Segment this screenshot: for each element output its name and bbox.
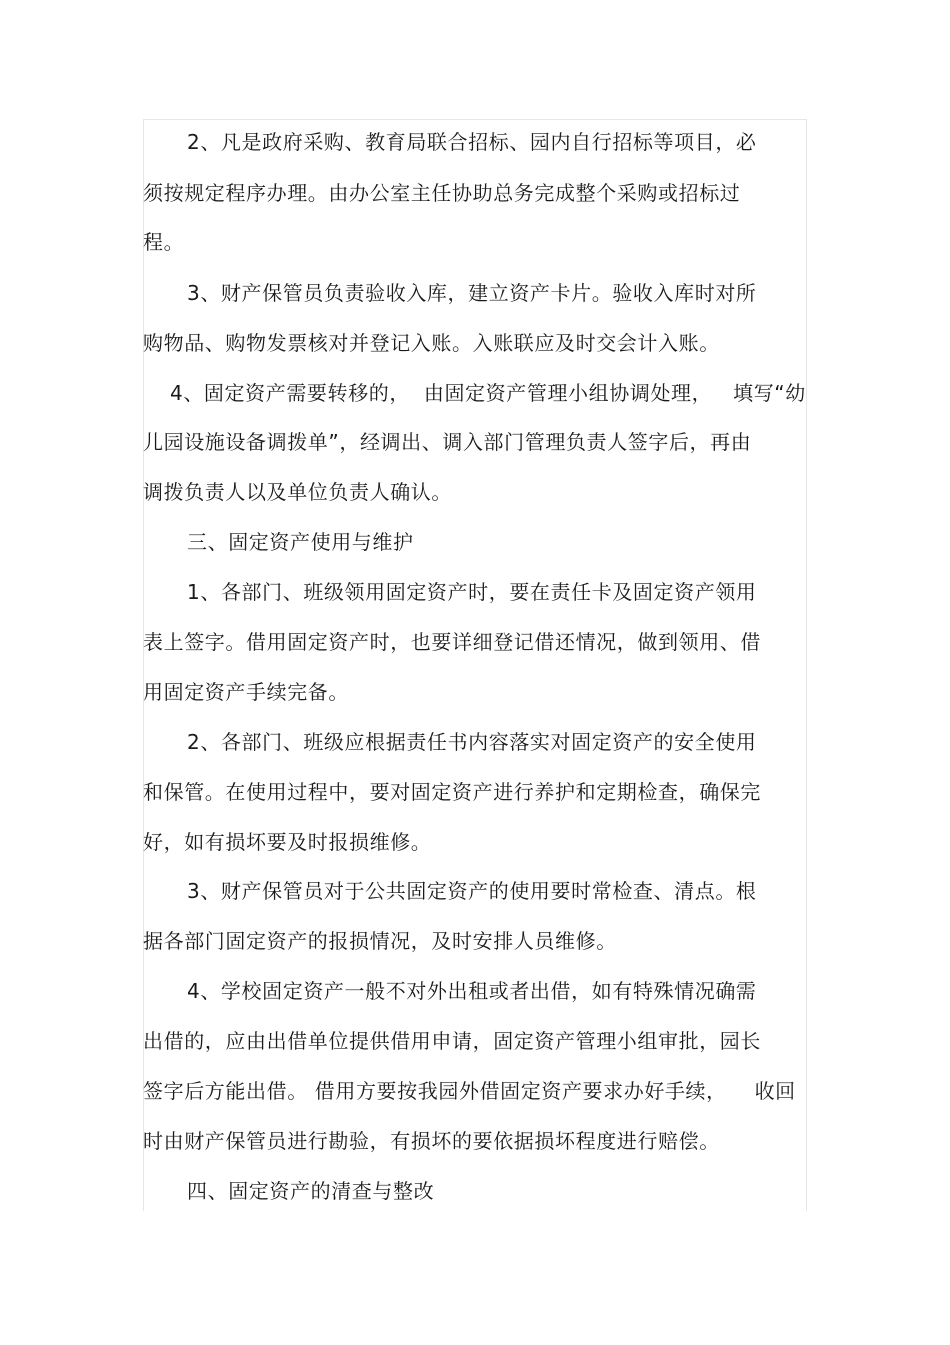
text-line: 4、学校固定资产一般不对外出租或者出借，如有特殊情况确需 — [187, 979, 757, 1003]
text-line: 据各部门固定资产的报损情况，及时安排人员维修。 — [143, 929, 617, 953]
text-line: 1、各部门、班级领用固定资产时，要在责任卡及固定资产领用 — [187, 580, 757, 604]
text-line: 程。 — [143, 230, 185, 254]
page-border-top — [143, 119, 806, 120]
text-line: 签字后方能出借。 借用方要按我园外借固定资产要求办好手续， 收回 — [143, 1079, 796, 1103]
text-line: 3、财产保管员负责验收入库，建立资产卡片。验收入库时对所 — [187, 281, 757, 305]
section-heading: 四、固定资产的清查与整改 — [187, 1179, 435, 1203]
text-line: 2、各部门、班级应根据责任书内容落实对固定资产的安全使用 — [187, 730, 757, 754]
text-line: 须按规定程序办理。由办公室主任协助总务完成整个采购或招标过 — [143, 181, 741, 205]
text-line: 4、固定资产需要转移的， 由固定资产管理小组协调处理， 填写“幼 — [170, 381, 806, 405]
text-line: 儿园设施设备调拨单”，经调出、调入部门管理负责人签字后，再由 — [143, 430, 752, 454]
text-line: 时由财产保管员进行勘验，有损坏的要依据损坏程度进行赔偿。 — [143, 1129, 720, 1153]
text-line: 好，如有损坏要及时报损维修。 — [143, 830, 432, 854]
text-line: 2、凡是政府采购、教育局联合招标、园内自行招标等项目，必 — [187, 130, 757, 154]
text-line: 和保管。在使用过程中，要对固定资产进行养护和定期检查，确保完 — [143, 780, 761, 804]
text-line: 表上签字。借用固定资产时，也要详细登记借还情况，做到领用、借 — [143, 630, 761, 654]
text-line: 用固定资产手续完备。 — [143, 680, 349, 704]
section-heading: 三、固定资产使用与维护 — [187, 530, 414, 554]
text-line: 调拨负责人以及单位负责人确认。 — [143, 480, 452, 504]
text-line: 3、财产保管员对于公共固定资产的使用要时常检查、清点。根 — [187, 879, 757, 903]
text-line: 出借的，应由出借单位提供借用申请，固定资产管理小组审批，园长 — [143, 1029, 761, 1053]
text-line: 购物品、购物发票核对并登记入账。入账联应及时交会计入账。 — [143, 331, 720, 355]
